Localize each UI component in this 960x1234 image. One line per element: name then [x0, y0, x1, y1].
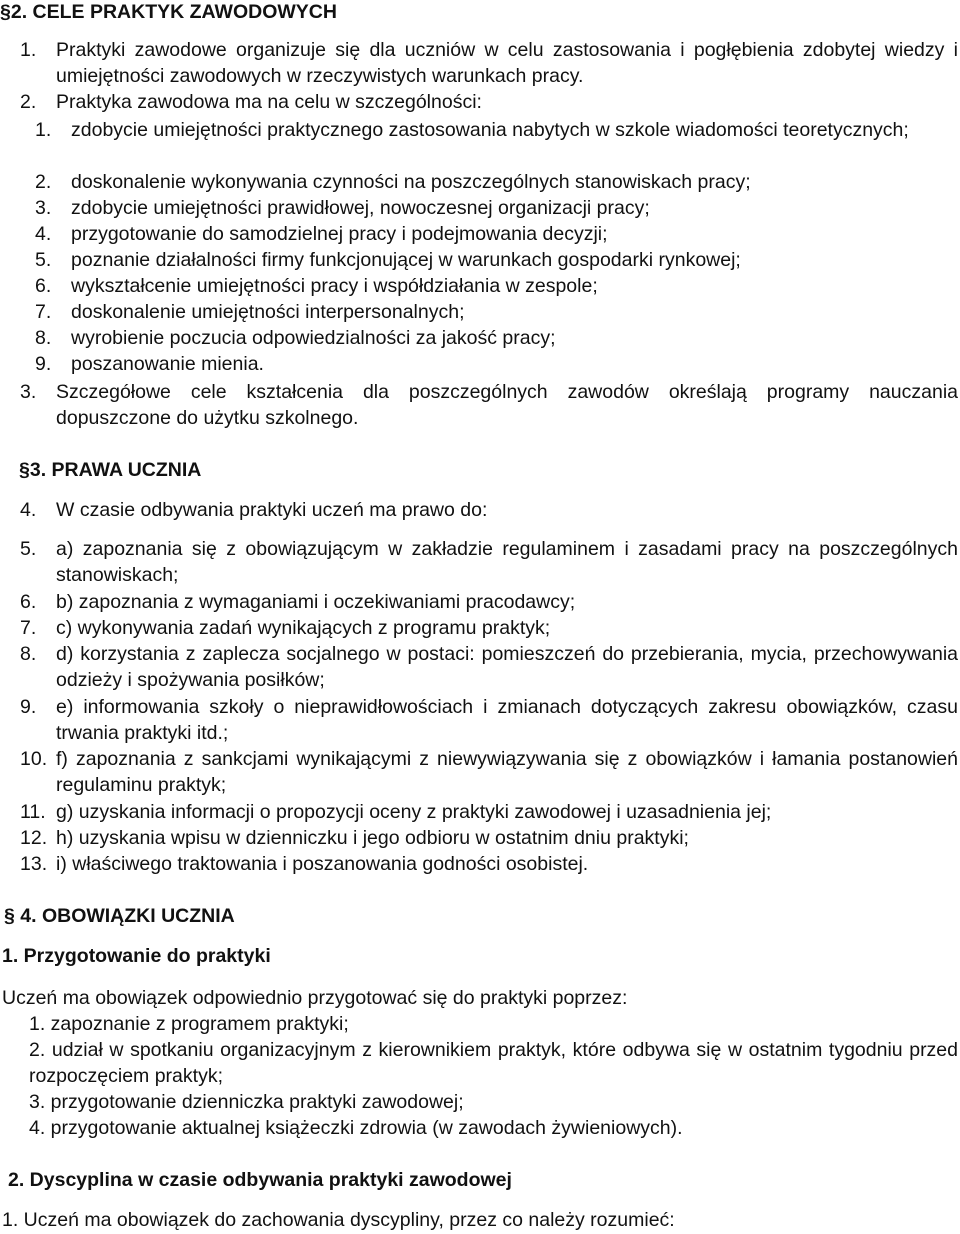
item-text: zdobycie umiejętności praktycznego zastosowania nabytych w szkole wiadomości teoretycznych;	[71, 119, 909, 141]
section-2-heading: §2. CELE PRAKTYK ZAWODOWYCH	[0, 1, 337, 23]
paragraph: 1. Uczeń ma obowiązek do zachowania dyscypliny, przez co należy rozumieć:	[2, 1209, 675, 1231]
item-number: 4.	[20, 499, 37, 521]
paragraph: Uczeń ma obowiązek odpowiednio przygotować się do praktyki poprzez:	[2, 987, 628, 1009]
list-item	[20, 536, 958, 588]
list-item	[20, 589, 958, 615]
list-item	[20, 89, 958, 115]
item-text: doskonalenie umiejętności interpersonalnych;	[71, 301, 465, 323]
item-number: 3.	[35, 197, 52, 219]
list-item	[20, 497, 958, 523]
list-item	[20, 641, 958, 693]
item-text: zdobycie umiejętności prawidłowej, nowoczesnej organizacji pracy;	[71, 197, 650, 219]
item-number: 7.	[20, 617, 37, 639]
list-item	[35, 221, 958, 247]
item-number: 13.	[20, 853, 48, 875]
list-item	[35, 299, 958, 325]
list-item	[20, 37, 958, 89]
item-number: 5.	[20, 538, 37, 560]
list-item	[20, 694, 958, 746]
item-number: 8.	[35, 327, 52, 349]
item-text: wykształcenie umiejętności pracy i współdziałania w zespole;	[71, 275, 598, 297]
item-text: f) zapoznania z sankcjami wynikającymi z niewywiązywania się z obowiązków i łamania postanowień regulaminu praktyk;	[56, 748, 958, 796]
item-text: W czasie odbywania praktyki uczeń ma prawo do:	[56, 499, 488, 521]
item-number: 4.	[35, 223, 52, 245]
list-item	[35, 351, 958, 377]
item-number: 9.	[35, 353, 52, 375]
item-number: 7.	[35, 301, 52, 323]
item-number: 3.	[20, 381, 37, 403]
item-number: 2.	[35, 171, 52, 193]
list-item: 1. zapoznanie z programem praktyki;	[29, 1013, 349, 1035]
list-item	[35, 325, 958, 351]
list-item	[35, 273, 958, 299]
item-text: h) uzyskania wpisu w dzienniczku i jego odbioru w ostatnim dniu praktyki;	[56, 827, 689, 849]
list-item	[35, 195, 958, 221]
item-text: i) właściwego traktowania i poszanowania godności osobistej.	[56, 853, 589, 875]
item-text: Szczegółowe cele kształcenia dla poszczególnych zawodów określają programy nauczania dopuszczone do użytku szkolnego.	[56, 381, 958, 429]
section-4-heading: § 4. OBOWIĄZKI UCZNIA	[4, 905, 235, 927]
list-item: 4. przygotowanie aktualnej książeczki zdrowia (w zawodach żywieniowych).	[29, 1117, 683, 1139]
item-text: przygotowanie do samodzielnej pracy i podejmowania decyzji;	[71, 223, 608, 245]
item-text: b) zapoznania z wymaganiami i oczekiwaniami pracodawcy;	[56, 591, 576, 613]
item-text: doskonalenie wykonywania czynności na poszczególnych stanowiskach pracy;	[71, 171, 751, 193]
item-text: g) uzyskania informacji o propozycji oceny z praktyki zawodowej i uzasadnienia jej;	[56, 801, 772, 823]
list-item	[20, 746, 958, 798]
item-number: 11.	[20, 801, 46, 823]
item-text: poszanowanie mienia.	[71, 353, 264, 375]
list-item: 3. przygotowanie dzienniczka praktyki zawodowej;	[29, 1091, 464, 1113]
item-number: 1.	[20, 39, 37, 61]
item-text: a) zapoznania się z obowiązującym w zakładzie regulaminem i zasadami pracy na poszczególnych stanowiskach;	[56, 538, 958, 586]
list-item	[20, 799, 958, 825]
list-item	[35, 117, 958, 143]
item-text: c) wykonywania zadań wynikających z programu praktyk;	[56, 617, 551, 639]
list-item	[20, 851, 958, 877]
item-text: poznanie działalności firmy funkcjonującej w warunkach gospodarki rynkowej;	[71, 249, 741, 271]
item-text: Praktyki zawodowe organizuje się dla uczniów w celu zastosowania i pogłębienia zdobytej wiedzy i umiejętności zawodowych w rzeczywistych warunkach pracy.	[56, 39, 958, 87]
item-text: e) informowania szkoły o nieprawidłowościach i zmianach dotyczących zakresu obowiązków, czasu trwania praktyki itd.;	[56, 696, 958, 744]
list-item	[20, 379, 958, 431]
item-number: 5.	[35, 249, 52, 271]
item-text: wyrobienie poczucia odpowiedzialności za jakość pracy;	[71, 327, 556, 349]
section-3-heading: §3. PRAWA UCZNIA	[19, 459, 202, 481]
list-item	[20, 615, 958, 641]
item-number: 9.	[20, 696, 37, 718]
subsection-heading: 1. Przygotowanie do praktyki	[2, 945, 271, 967]
item-number: 2.	[20, 91, 37, 113]
item-number: 6.	[20, 591, 37, 613]
item-number: 12.	[20, 827, 48, 849]
list-item: 2. udział w spotkaniu organizacyjnym z kierownikiem praktyk, które odbywa się w ostatnim tygodniu przed rozpoczęciem praktyk;	[29, 1039, 958, 1087]
list-item	[20, 825, 958, 851]
item-number: 8.	[20, 643, 37, 665]
item-text: Praktyka zawodowa ma na celu w szczególności:	[56, 91, 482, 113]
item-number: 6.	[35, 275, 52, 297]
item-number: 1.	[35, 119, 52, 141]
item-text: d) korzystania z zaplecza socjalnego w postaci: pomieszczeń do przebierania, mycia, przechowywania odzieży i spożywania posiłków;	[56, 643, 958, 691]
list-item	[35, 247, 958, 273]
list-item	[35, 169, 958, 195]
item-number: 10.	[20, 748, 48, 770]
subsection-heading: 2. Dyscyplina w czasie odbywania praktyki zawodowej	[8, 1169, 512, 1191]
